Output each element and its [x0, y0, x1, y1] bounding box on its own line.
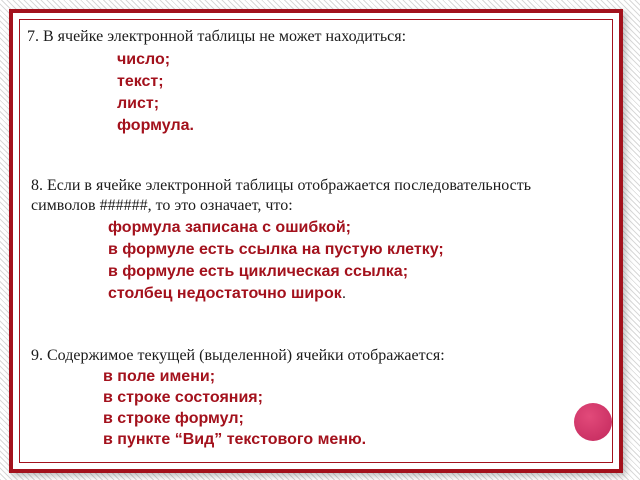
slide-frame — [9, 9, 623, 473]
q9-option-1: в поле имени; — [103, 368, 216, 385]
q8-option-2: в формуле есть ссылка на пустую клетку; — [108, 241, 444, 258]
slide-content — [13, 13, 619, 469]
q8-option-1: формула записана с ошибкой; — [108, 219, 351, 236]
q8-option-4-text: столбец недостаточно широк — [108, 285, 342, 302]
q9-option-2: в строке состояния; — [103, 389, 263, 406]
question-9: 9. Содержимое текущей (выделенной) ячейки отображается: — [31, 347, 445, 364]
q7-option-3: лист; — [117, 95, 160, 112]
question-7: 7. В ячейке электронной таблицы не может находиться: — [27, 28, 407, 45]
q7-option-2: текст; — [117, 73, 164, 90]
question-8-line-2: символов ######, то это означает, что: — [31, 197, 293, 214]
q8-option-4-period: . — [341, 285, 347, 302]
q7-option-4: формула. — [117, 117, 194, 134]
q7-option-1: число; — [117, 51, 171, 68]
question-8-line-1: 8. Если в ячейке электронной таблицы отображается последовательность — [31, 177, 532, 194]
q8-option-3: в формуле есть циклическая ссылка; — [108, 263, 409, 280]
q8-option-4 — [108, 284, 346, 303]
q9-option-4: в пункте “Вид” текстового меню. — [103, 431, 367, 448]
decorative-circle — [574, 403, 612, 441]
q9-option-3: в строке формул; — [103, 410, 244, 427]
